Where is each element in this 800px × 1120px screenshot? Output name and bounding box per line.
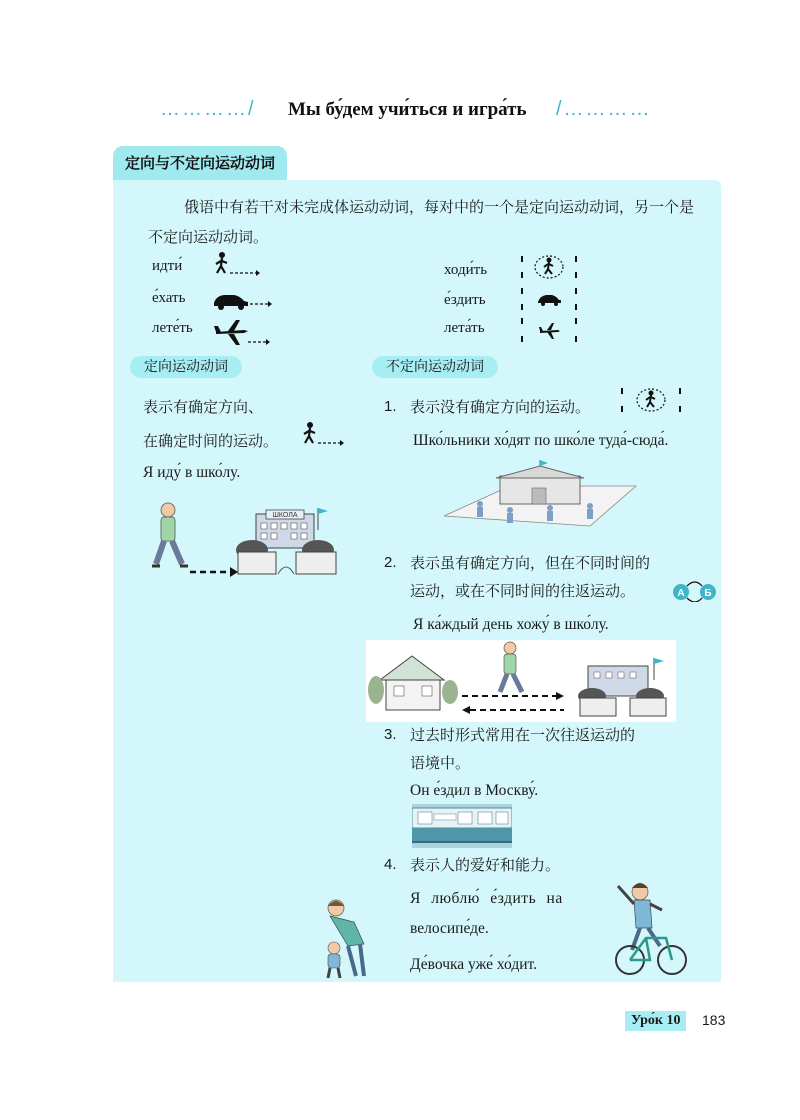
plane-circle-icon bbox=[518, 314, 580, 348]
verb-idti: идти́ bbox=[152, 258, 183, 274]
intro-text: 俄语中有若干对未完成体运动动词，每对中的一个是定向运动动词，另一个是不定向运动动词。 bbox=[148, 198, 695, 246]
item3-text-line2: 语境中。 bbox=[410, 754, 471, 772]
item3-example: Он е́здил в Москву́. bbox=[410, 782, 539, 799]
item2-text-line2: 运动，或在不同时间的往返运动。 bbox=[410, 582, 636, 600]
subtab-unidirectional: 定向运动动词 bbox=[130, 356, 242, 378]
verb-ezdit: е́здить bbox=[444, 292, 486, 308]
item1-example: Шко́льники хо́дят по шко́ле туда́-сюда́. bbox=[413, 432, 669, 449]
item1-text: 表示没有确定方向的运动。 bbox=[410, 398, 591, 416]
item4-text: 表示人的爱好和能力。 bbox=[410, 856, 561, 874]
verb-khodit: ходи́ть bbox=[444, 262, 488, 278]
item4-example2: Де́вочка уже́ хо́дит. bbox=[410, 956, 537, 973]
verb-letet: лете́ть bbox=[152, 320, 193, 336]
verb-letat: лета́ть bbox=[444, 320, 485, 336]
walker-arrow-icon-small bbox=[298, 420, 348, 448]
left-example: Я иду́ в шко́лу. bbox=[143, 464, 241, 481]
header-dots-right: /………… bbox=[556, 98, 652, 120]
left-desc-line2: 在确定时间的运动。 bbox=[143, 432, 279, 450]
mother-child-illustration bbox=[314, 896, 380, 982]
item3-number: 3. bbox=[384, 726, 397, 743]
item2-example: Я ка́ждый день хожу́ в шко́лу. bbox=[413, 616, 609, 633]
walk-to-school-illustration bbox=[146, 500, 346, 584]
item2-number: 2. bbox=[384, 554, 397, 571]
item4-example-line2: велосипе́де. bbox=[410, 920, 489, 937]
plane-arrow-icon bbox=[214, 318, 274, 348]
home-school-illustration bbox=[366, 640, 676, 722]
page-number: 183 bbox=[702, 1012, 726, 1028]
car-circle-icon bbox=[518, 284, 580, 314]
header-dots-left: …………/ bbox=[160, 98, 256, 120]
school-yard-illustration bbox=[440, 460, 640, 530]
a-b-round-trip-icon bbox=[672, 578, 718, 602]
item1-number: 1. bbox=[384, 398, 397, 415]
walker-arrow-icon bbox=[212, 250, 262, 278]
train-illustration bbox=[412, 804, 512, 848]
item4-number: 4. bbox=[384, 856, 397, 873]
car-arrow-icon bbox=[212, 290, 274, 312]
item2-text-line1: 表示虽有确定方向，但在不同时间的 bbox=[410, 554, 651, 572]
left-desc-line1: 表示有确定方向、 bbox=[143, 398, 264, 416]
item4-example-line1: Я люблю́ е́здить на bbox=[410, 890, 563, 907]
item3-text-line1: 过去时形式常用在一次往返运动的 bbox=[410, 726, 636, 744]
section-tab: 定向与不定向运动动词 bbox=[113, 146, 287, 180]
badge-b: Б bbox=[704, 588, 712, 599]
verb-ekhat: е́хать bbox=[152, 290, 186, 306]
walker-circle-icon-small bbox=[618, 384, 684, 416]
cyclist-illustration bbox=[610, 880, 690, 980]
school-sign: ШКОЛА bbox=[272, 512, 298, 519]
footer-lesson: Уро́к 10 bbox=[625, 1011, 686, 1031]
page-title: Мы бу́дем учи́ться и игра́ть bbox=[288, 99, 527, 120]
walker-circle-icon bbox=[518, 252, 580, 282]
subtab-multidirectional: 不定向运动动词 bbox=[372, 356, 498, 378]
badge-a: А bbox=[677, 588, 685, 599]
